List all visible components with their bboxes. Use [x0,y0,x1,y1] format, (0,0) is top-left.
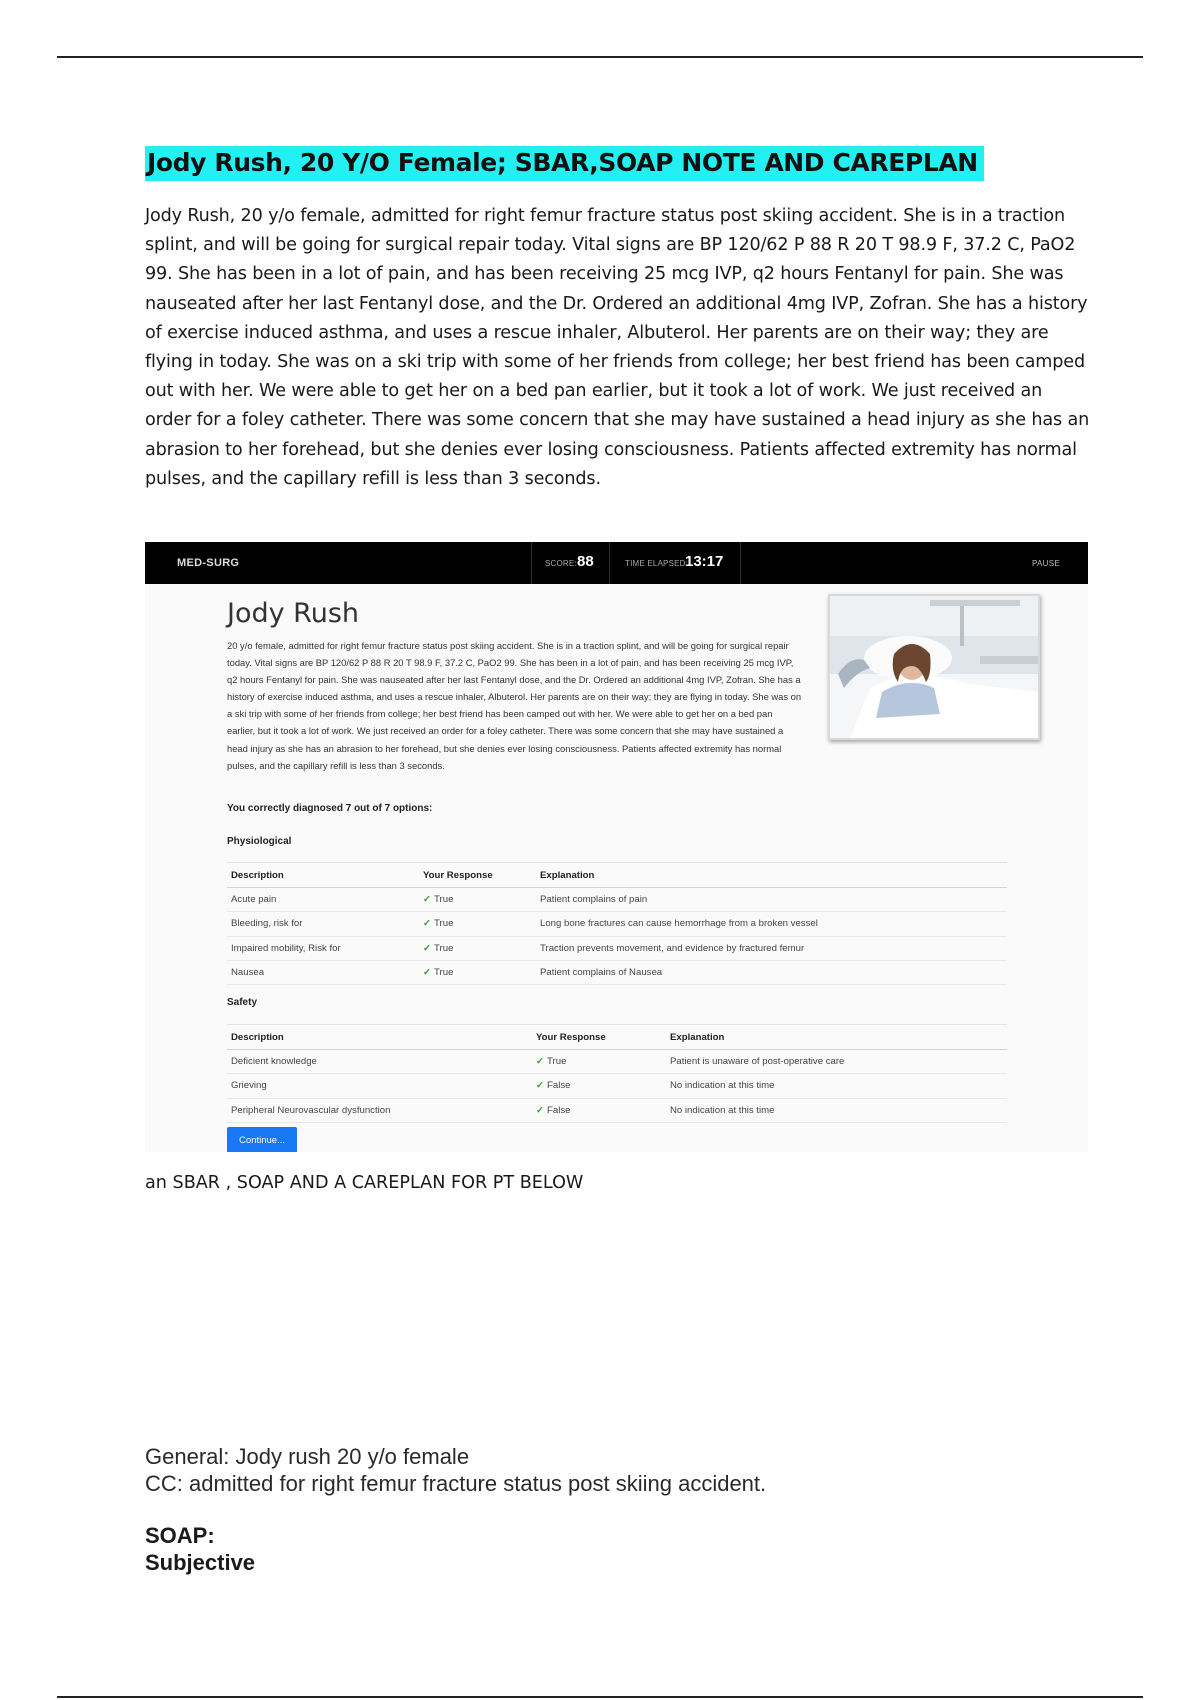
description-cell: Grieving [227,1074,532,1098]
response-cell [532,1074,666,1098]
time-elapsed-value: 13:17 [685,553,724,570]
time-elapsed-label: TIME ELAPSED: [625,559,689,568]
column-header: Description [227,863,419,888]
explanation-cell: No indication at this time [666,1098,1007,1122]
general-line: General: Jody rush 20 y/o female [145,1444,470,1469]
description-cell: Acute pain [227,888,419,912]
table-row [227,912,1007,936]
table-row [227,1098,1007,1122]
column-header: Explanation [536,863,1007,888]
chief-complaint-line: CC: admitted for right femur fracture status post skiing accident. [145,1471,767,1496]
pause-button[interactable]: PAUSE [1031,559,1060,568]
diagnosis-result: You correctly diagnosed 7 out of 7 options: [227,803,433,814]
soap-section [145,1522,255,1576]
physiological-table [227,862,1007,985]
section-heading-safety: Safety [227,997,258,1008]
document-title: Jody Rush, 20 Y/O Female; SBAR,SOAP NOTE AND CAREPLAN [145,146,984,181]
explanation-cell: Long bone fractures can cause hemorrhage from a broken vessel [536,912,1007,936]
column-header: Explanation [666,1025,1007,1050]
response-value: False [547,1080,571,1092]
check-icon: ✓ [423,967,432,979]
explanation-cell: Patient complains of pain [536,888,1007,912]
response-value: False [547,1104,571,1116]
embedded-screenshot [145,542,1088,1152]
patient-name: Jody Rush [227,598,360,629]
description-cell: Nausea [227,960,419,984]
bar-divider [609,542,610,584]
description-cell: Bleeding, risk for [227,912,419,936]
score-label: SCORE: [545,559,577,568]
table-row [227,1074,1007,1098]
patient-photo [828,594,1040,740]
response-cell [532,1098,666,1122]
response-cell [532,1050,666,1074]
table-header-row [227,863,1007,888]
description-cell: Peripheral Neurovascular dysfunction [227,1098,532,1122]
description-cell: Impaired mobility, Risk for [227,936,419,960]
check-icon: ✓ [536,1056,545,1068]
check-icon: ✓ [536,1080,545,1092]
table-header-row [227,1025,1007,1050]
response-cell [419,888,536,912]
patient-description: 20 y/o female, admitted for right femur fracture status post skiing accident. She is in a traction splint, and will be going for surgical repair today. Vital signs are BP 120/62 P 88 R 20 T 98.9 F, 37.2 C, PaO2 99. She has been in a lot of pain, and has been receiving 25 mcg IVP, q2 hours Fentanyl for pain. She was nauseated after her last Fentanyl dose, and the Dr. Ordered an additional 4mg IVP, Zofran. She has a history of exercise induced asthma, and uses a rescue inhaler, Albuterol. Her parents are on their way; they are flying in today. She was on a ski trip with some of her friends from college; her best friend has been camped out with her. We were able to get her on a bed pan earlier, but it took a lot of work. We just received an order for a foley catheter. There was some concern that she may have sustained a head injury as she has an abrasion to her forehead, but she denies ever losing consciousness. Patients affected extremity has normal pulses, and the capillary refill is less than 3 seconds. [227,640,802,771]
response-value: True [434,894,454,906]
explanation-cell: Patient complains of Nausea [536,960,1007,984]
column-header: Your Response [532,1025,666,1050]
score-value: 88 [577,553,594,570]
response-value: True [434,942,454,954]
section-heading-physiological: Physiological [227,836,292,847]
explanation-cell: Patient is unaware of post-operative care [666,1050,1007,1074]
table-row [227,1050,1007,1074]
table-row [227,960,1007,984]
safety-table [227,1024,1007,1123]
continue-button[interactable]: Continue... [227,1127,297,1152]
simulation-top-bar [145,542,1088,584]
column-header: Description [227,1025,532,1050]
subjective-heading: Subjective [145,1550,256,1575]
response-value: True [434,967,454,979]
table-row [227,888,1007,912]
patient-in-bed-image [830,596,1038,738]
check-icon: ✓ [423,918,432,930]
top-rule [57,56,1143,58]
description-cell: Deficient knowledge [227,1050,532,1074]
check-icon: ✓ [423,894,432,906]
explanation-cell: Traction prevents movement, and evidence by fractured femur [536,936,1007,960]
assignment-line: an SBAR , SOAP AND A CAREPLAN FOR PT BELOW [145,1173,584,1193]
table-row [227,936,1007,960]
soap-heading: SOAP: [145,1523,215,1548]
column-header: Your Response [419,863,536,888]
bottom-rule [57,1696,1143,1698]
response-cell [419,960,536,984]
check-icon: ✓ [423,942,432,954]
bar-divider [531,542,532,584]
response-cell [419,912,536,936]
response-value: True [547,1056,567,1068]
check-icon: ✓ [536,1104,545,1116]
response-cell [419,936,536,960]
response-value: True [434,918,454,930]
app-label: MED-SURG [177,557,240,569]
general-section [145,1443,766,1497]
explanation-cell: No indication at this time [666,1074,1007,1098]
intro-paragraph: Jody Rush, 20 y/o female, admitted for right femur fracture status post skiing accident. She is in a traction splint, and will be going for surgical repair today. Vital signs are BP 120/62 P 88 R 20 T 98.9 F, 37.2 C, PaO2 99. She has been in a lot of pain, and has been receiving 25 mcg IVP, q2 hours Fentanyl for pain. She was nauseated after her last Fentanyl dose, and the Dr. Ordered an additional 4mg IVP, Zofran. She has a history of exercise induced asthma, and uses a rescue inhaler, Albuterol. Her parents are on their way; they are flying in today. She was on a ski trip with some of her friends from college; her best friend has been camped out with her. We were able to get her on a bed pan earlier, but it took a lot of work. We just received an order for a foley catheter. There was some concern that she may have sustained a head injury as she has an abrasion to her forehead, but she denies ever losing consciousness. Patients affected extremity has normal pulses, and the capillary refill is less than 3 seconds. [145,206,1090,489]
bar-divider [740,542,741,584]
